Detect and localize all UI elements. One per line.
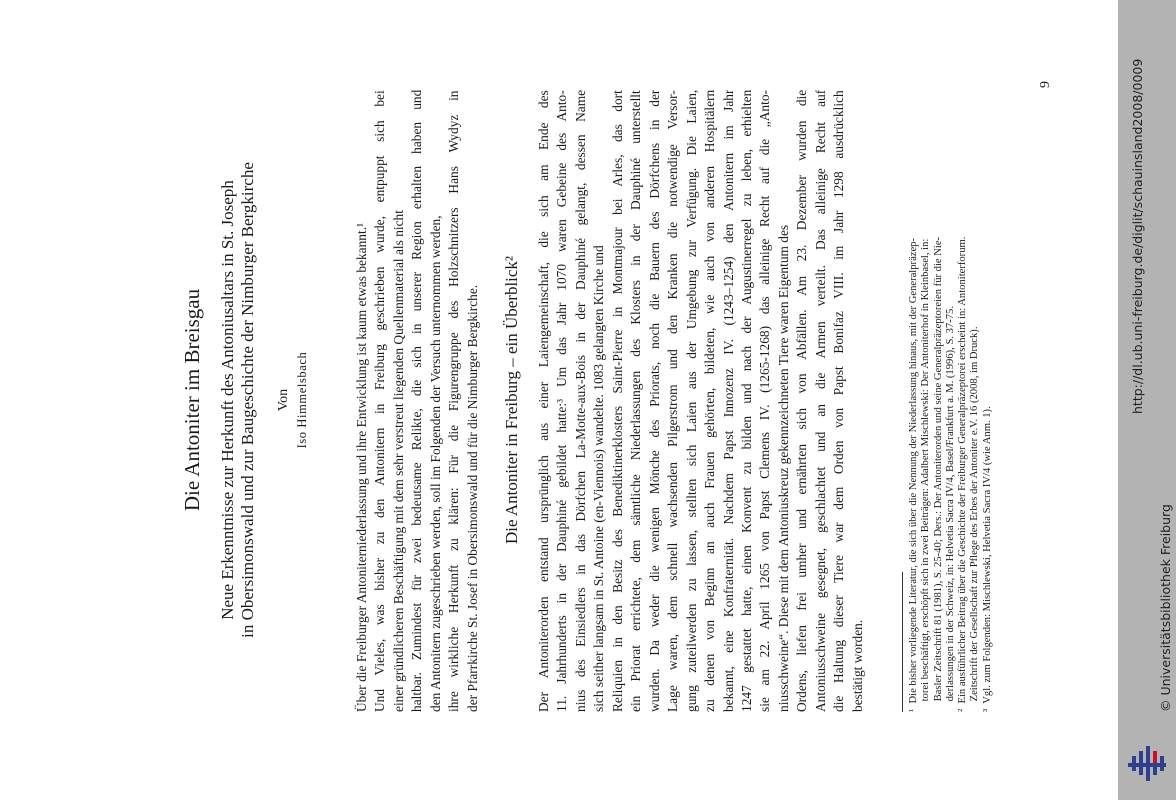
- body-line: nius des Einsiedlers in das Dörfchen La-Motte-aux-Bois in der Dauphiné gelangt, dessen Name: [572, 90, 588, 712]
- document-url[interactable]: http://dl.ub.uni-freiburg.de/diglit/schauinsland2008/0009: [1130, 58, 1145, 414]
- body-line: Lage waren, dem schnell wachsenden Pilgerstrom und den Kranken die notwendige Versor-: [665, 90, 681, 712]
- body-line: zu denen von Beginn an auch Frauen gehörten, bildeten, wie auch von anderen Hospitälern: [702, 90, 718, 712]
- intro-line: der Pfarrkirche St. Josef in Obersimonswald und für die Nimburger Bergkirche.: [464, 284, 480, 712]
- copyright-notice: © Universitätsbibliothek Freiburg: [1158, 504, 1173, 712]
- footnote-line: ¹ Die bisher vorliegende Literatur, die sich über die Nennung der Niederlassung hinaus, mit der Generalpräzep-: [908, 237, 919, 712]
- article-subtitle-line-1: Neue Erkenntnisse zur Herkunft des Antoniusaltars in St. Joseph: [218, 180, 237, 620]
- footnote-line: Zeitschrift der Gesellschaft zur Pflege des Erbes der Antoniter e.V. 16 (2008, im Druck).: [969, 326, 981, 712]
- body-line: 1247 gestattet hatte, einen Konvent zu bilden und nach der Augustinerregel zu leben, erhielten: [738, 90, 754, 712]
- section-heading: Die Antoniter in Freiburg – ein Überblick²: [502, 255, 521, 545]
- body-line: wurden. Da weder die wenigen Mönche des Priorats, noch die Bauern des Dörfchens in der: [646, 90, 662, 712]
- body-line: bekannt, eine Konfraternität. Nachdem Papst Innozenz IV. (1243–1254) den Antonitern im Jahr: [720, 90, 736, 712]
- article-title: Die Antoniter im Breisgau: [180, 288, 204, 512]
- body-line: gung zuteilwerden zu lassen, stellten sich Laien aus der Umgebung zur Verfügung. Die Laien,: [683, 90, 699, 712]
- body-line: die Haltung dieser Tiere war dem Orden von Papst Bonifaz VIII. im Jahr 1298 ausdrücklich: [831, 90, 847, 712]
- body-line: Ordens, liefen frei umher und ernährten sich von Abfällen. Am 23. Dezember wurden die: [794, 90, 810, 712]
- intro-line: einer gründlicheren Beschäftigung mit dem sehr verstreut liegenden Quellenmaterial als nicht: [390, 210, 406, 712]
- byline-von: Von: [276, 388, 291, 412]
- ub-freiburg-logo-icon: [1124, 742, 1170, 788]
- footnote-line: ² Ein ausführlicher Beitrag über die Geschichte der Freiburger Generalpräzeptorei erscheint in: Antoniterforum.: [957, 236, 969, 712]
- body-line: 11. Jahrhunderts in der Dauphiné gebildet hatte:³ Um das Jahr 1070 waren Gebeine des Anto-: [554, 90, 570, 712]
- author-name: Iso Himmelsbach: [295, 351, 309, 449]
- body-line: sie am 22. April 1265 von Papst Clemens IV. (1265-1268) das alleinige Recht auf die „Anto-: [757, 90, 773, 712]
- footnote-line: derlassungen in der Schweiz, in: Helvetia Sacra IV/4, Basel/Frankfurt a. M. (1996), S. 37-75.: [944, 306, 956, 712]
- body-line: Reliquien in den Besitz des Benediktinerklosters Saint-Pierre in Montmajour bei Arles, das dort: [609, 90, 625, 712]
- intro-paragraph: [353, 90, 482, 712]
- intro-line: Über die Freiburger Antoniterniederlassung und ihre Entwicklung ist kaum etwas bekannt.¹: [354, 222, 369, 712]
- body-line: bestätigt worden.: [849, 619, 865, 712]
- page-number: 9: [1038, 81, 1053, 88]
- footnotes: [908, 90, 994, 712]
- body-line: Der Antoniterorden entstand ursprünglich aus einer Laiengemeinschaft, die sich am Ende des: [536, 90, 551, 712]
- intro-line: ihre wirkliche Herkunft zu klären: Für die Figurengruppe des Holzschnitzers Hans Wydyz in: [446, 90, 462, 712]
- body-line: ein Priorat errichtete, dem sämtliche Niederlassungen des Klosters in der Dauphiné unterstellt: [628, 90, 644, 712]
- footnote-divider: [902, 572, 903, 712]
- footnote-line: torei beschäftigt, erschöpft sich in zwei Beiträgen: Adalbert Mischlewski: Der Antoniterhof in Kleinbasel, in:: [920, 238, 932, 712]
- footnote-line: ³ Vgl. zum Folgenden: Mischlewski, Helvetia Sacra IV/4 (wie Anm. 1).: [981, 406, 993, 712]
- article-subtitle-line-2: in Obersimonswald und zur Baugeschichte der Nimburger Bergkirche: [238, 162, 257, 638]
- intro-line: Und Vieles, was bisher zu den Antonitern in Freiburg geschrieben wurde, entpuppt sich bei: [372, 90, 388, 712]
- body-paragraph: [535, 90, 867, 712]
- intro-line: haltbar. Zumindest für zwei bedeutsame Relikte, die sich in unserer Region erhalten haben und: [409, 90, 425, 712]
- body-line: sich seither langsam in St. Antoine (en-Viennois) wandelte. 1083 gelangten Kirche und: [591, 245, 607, 712]
- body-line: niusschweine“. Diese mit dem Antoniuskreuz gekennzeichneten Tiere waren Eigentum des: [775, 224, 791, 712]
- body-line: Antoniusschweine gesegnet, geschlachtet und an die Armen verteilt. Das alleinige Recht auf: [812, 90, 828, 712]
- footnote-line: Basler Zeitschrift 81 (1981), S. 25-40; Ders.: Der Antoniterorden und seine Generalpräzeptoreien für die Nie-: [932, 236, 944, 712]
- intro-line: den Antonitern zugeschrieben werden, soll im Folgenden der Versuch unternommen werden,: [427, 215, 443, 712]
